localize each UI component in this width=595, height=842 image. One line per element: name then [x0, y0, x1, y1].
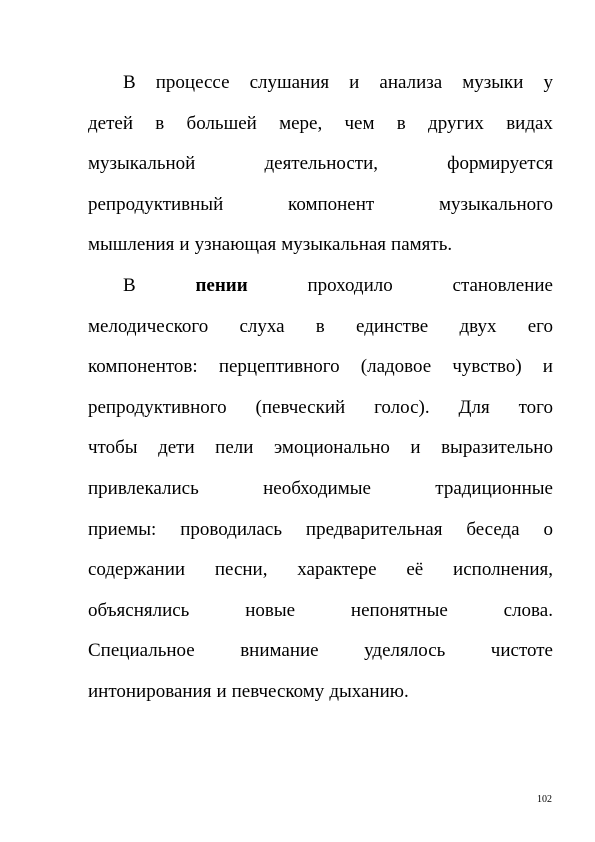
- text-line: [88, 233, 553, 257]
- word: о: [543, 519, 553, 540]
- word: голос).: [374, 397, 430, 418]
- text-line: [88, 599, 553, 623]
- word: певческому: [231, 681, 325, 702]
- word: чтобы: [88, 437, 138, 458]
- word: память.: [391, 234, 453, 255]
- word: чем: [344, 113, 375, 134]
- text-line: [88, 558, 553, 582]
- word: эмоционально: [273, 437, 390, 458]
- word: большей: [186, 113, 257, 134]
- word: внимание: [240, 640, 319, 661]
- text-line: [88, 152, 553, 176]
- word: детей: [88, 113, 134, 134]
- word: проходило: [307, 275, 393, 296]
- word: музыкального: [439, 194, 553, 215]
- word: проводилась: [180, 519, 283, 540]
- word: видах: [506, 113, 553, 134]
- word: традиционные: [435, 478, 553, 499]
- word: слова.: [503, 600, 553, 621]
- word: анализа: [379, 72, 443, 93]
- word: двух: [459, 316, 497, 337]
- word: единстве: [356, 316, 429, 337]
- word: мелодического: [88, 316, 209, 337]
- word: привлекались: [88, 478, 199, 499]
- word: выразительно: [441, 437, 553, 458]
- word: (ладовое: [360, 356, 432, 377]
- word: Для: [458, 397, 490, 418]
- word: слушания: [249, 72, 330, 93]
- word: и: [216, 681, 227, 702]
- word: и: [410, 437, 421, 458]
- word: музыкальной: [88, 153, 196, 174]
- word: содержании: [88, 559, 186, 580]
- word: необходимые: [263, 478, 371, 499]
- text-line: [88, 112, 553, 136]
- word: других: [428, 113, 484, 134]
- word: чувство): [452, 356, 522, 377]
- word: становление: [452, 275, 553, 296]
- word: того: [518, 397, 553, 418]
- word: и: [179, 234, 190, 255]
- word: и: [349, 72, 360, 93]
- page-number: 102: [537, 794, 552, 805]
- text-line: [88, 518, 553, 542]
- word: уделялось: [364, 640, 446, 661]
- word: мере,: [279, 113, 323, 134]
- word: дыханию.: [329, 681, 409, 702]
- word: песни,: [214, 559, 268, 580]
- word: музыки: [462, 72, 524, 93]
- text-line: [88, 680, 553, 704]
- word: компонент: [288, 194, 375, 215]
- word: деятельности,: [264, 153, 378, 174]
- word: её: [406, 559, 424, 580]
- text-line: [88, 436, 553, 460]
- word: процессе: [155, 72, 230, 93]
- word: музыкальная: [281, 234, 387, 255]
- word: дети: [158, 437, 195, 458]
- word: репродуктивный: [88, 194, 224, 215]
- word: предварительная: [305, 519, 443, 540]
- word: чистоте: [490, 640, 553, 661]
- word: (певческий: [255, 397, 346, 418]
- word: В: [123, 72, 136, 93]
- text-line: [88, 639, 553, 663]
- text-line: [88, 477, 553, 501]
- bold-word: пении: [195, 275, 248, 296]
- text-line: [88, 193, 553, 217]
- word: репродуктивного: [88, 397, 227, 418]
- word: приемы:: [88, 519, 157, 540]
- text-line: [123, 71, 553, 95]
- word: непонятные: [350, 600, 448, 621]
- word: беседа: [466, 519, 520, 540]
- word: объяснялись: [88, 600, 190, 621]
- word: в: [315, 316, 325, 337]
- word: слуха: [239, 316, 285, 337]
- word: формируется: [447, 153, 553, 174]
- word: пели: [215, 437, 254, 458]
- word: в: [396, 113, 406, 134]
- text-line: [123, 274, 553, 298]
- word: Специальное: [88, 640, 195, 661]
- word: его: [527, 316, 553, 337]
- word: характере: [297, 559, 377, 580]
- word: мышления: [88, 234, 175, 255]
- text-line: [88, 355, 553, 379]
- word: исполнения,: [453, 559, 553, 580]
- text-line: [88, 396, 553, 420]
- word: в: [155, 113, 165, 134]
- word: у: [543, 72, 553, 93]
- word: перцептивного: [218, 356, 340, 377]
- word: и: [542, 356, 553, 377]
- text-line: [88, 315, 553, 339]
- word: новые: [245, 600, 296, 621]
- word: компонентов:: [88, 356, 198, 377]
- word: узнающая: [194, 234, 277, 255]
- word: интонирования: [88, 681, 212, 702]
- word: В: [123, 275, 136, 296]
